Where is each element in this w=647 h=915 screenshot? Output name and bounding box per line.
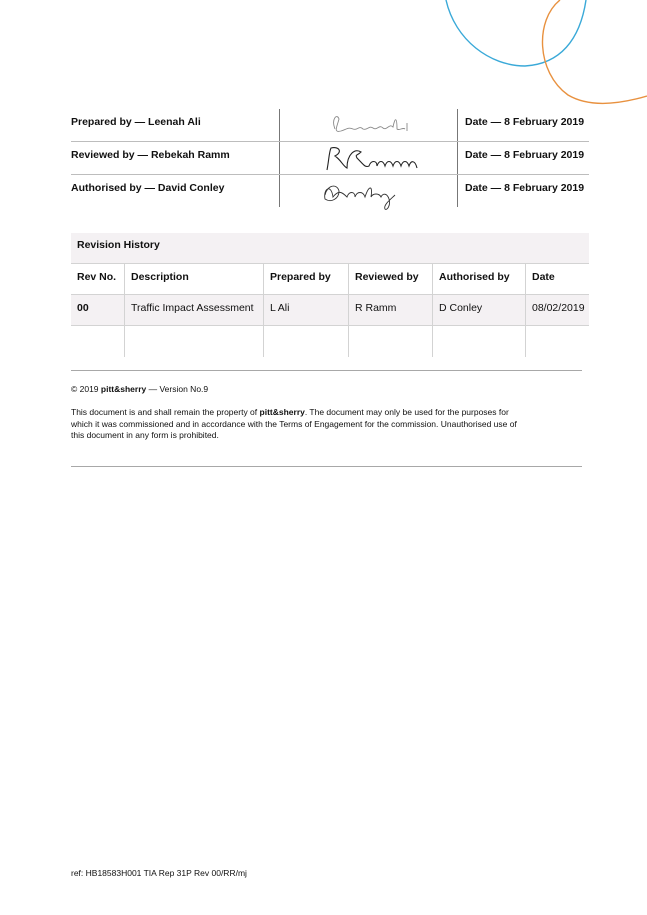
empty-cell bbox=[349, 326, 433, 357]
header-description: Description bbox=[125, 264, 264, 294]
cell-authorised-by: D Conley bbox=[433, 295, 526, 325]
property-notice bbox=[71, 407, 529, 442]
copyright-prefix: © 2019 bbox=[71, 384, 101, 394]
signature-leenah-ali bbox=[307, 109, 447, 141]
empty-cell bbox=[526, 326, 589, 357]
copyright-suffix: — Version No.9 bbox=[146, 384, 209, 394]
cell-rev-no: 00 bbox=[71, 295, 125, 325]
document-reference: ref: HB18583H001 TIA Rep 31P Rev 00/RR/mj bbox=[71, 868, 247, 878]
signature-rebekah-ramm bbox=[307, 142, 447, 174]
brand-name: pitt&sherry bbox=[100, 384, 147, 394]
divider-line bbox=[71, 466, 582, 467]
authorised-date: Date — 8 February 2019 bbox=[465, 182, 585, 194]
header-date: Date bbox=[532, 271, 555, 283]
table-header-row bbox=[71, 264, 589, 295]
revision-history-table bbox=[71, 233, 589, 357]
signoff-row-reviewed bbox=[71, 141, 589, 174]
authorised-by-label: Authorised by — David Conley bbox=[71, 182, 225, 194]
signature-david-conley bbox=[307, 175, 447, 215]
table-row-empty bbox=[71, 326, 589, 357]
empty-cell bbox=[264, 326, 349, 357]
cell-description: Traffic Impact Assessment bbox=[125, 295, 264, 325]
divider-line bbox=[71, 370, 582, 371]
header-reviewed-by: Reviewed by bbox=[349, 264, 433, 294]
signoff-row-authorised bbox=[71, 174, 589, 207]
empty-cell bbox=[125, 326, 264, 357]
cell-prepared-by: L Ali bbox=[264, 295, 349, 325]
header-prepared-by: Prepared by bbox=[264, 264, 349, 294]
table-row bbox=[71, 295, 589, 326]
notice-suffix: . The document may only be used for the purposes for which it was commissioned and in accordance with the Terms of Engagement for the commission. Unauthorised use of this document in any form is prohibited. bbox=[71, 407, 517, 441]
notice-brand: pitt&sherry bbox=[259, 407, 305, 417]
prepared-by-label: Prepared by — Leenah Ali bbox=[71, 116, 201, 128]
notice-prefix: This document is and shall remain the property of bbox=[71, 407, 260, 417]
header-authorised-by: Authorised by bbox=[433, 264, 526, 294]
signoff-row-prepared bbox=[71, 109, 589, 141]
copyright-line bbox=[71, 384, 208, 394]
reviewed-date: Date — 8 February 2019 bbox=[465, 149, 585, 161]
cell-date: 08/02/2019 bbox=[532, 302, 585, 314]
empty-cell bbox=[71, 326, 125, 357]
header-rev-no: Rev No. bbox=[71, 264, 125, 294]
orange-arc bbox=[542, 0, 647, 103]
signoff-block bbox=[71, 109, 589, 207]
blue-arc bbox=[446, 0, 586, 66]
revision-history-title: Revision History bbox=[71, 233, 589, 264]
prepared-date: Date — 8 February 2019 bbox=[465, 116, 585, 128]
cell-reviewed-by: R Ramm bbox=[349, 295, 433, 325]
empty-cell bbox=[433, 326, 526, 357]
reviewed-by-label: Reviewed by — Rebekah Ramm bbox=[71, 149, 230, 161]
